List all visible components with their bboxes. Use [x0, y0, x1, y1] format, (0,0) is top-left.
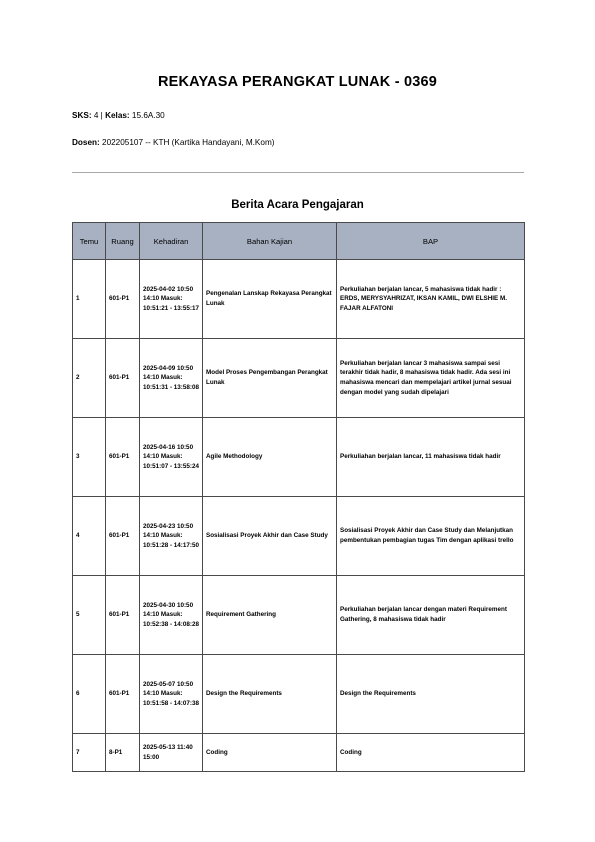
cell-temu: 3: [73, 418, 106, 497]
kelas-label: Kelas:: [105, 111, 130, 120]
course-meta: [72, 111, 165, 120]
cell-kehadiran: 2025-04-02 10:50 14:10 Masuk: 10:51:21 - 13:55:17: [140, 260, 203, 339]
cell-bap: Sosialisasi Proyek Akhir dan Case Study dan Melanjutkan pembentukan pembagian tugas Tim dengan aplikasi trello: [337, 497, 525, 576]
header-temu: Temu: [73, 223, 106, 260]
cell-temu: 6: [73, 655, 106, 734]
page-title: REKAYASA PERANGKAT LUNAK - 0369: [157, 74, 438, 90]
cell-bahan-kajian: Agile Methodology: [203, 418, 337, 497]
sks-label: SKS:: [72, 111, 92, 120]
cell-temu: 7: [73, 734, 106, 772]
header-ruang: Ruang: [106, 223, 140, 260]
cell-temu: 4: [73, 497, 106, 576]
cell-kehadiran: 2025-05-13 11:40 15:00: [140, 734, 203, 772]
cell-ruang: 601-P1: [106, 339, 140, 418]
cell-temu: 1: [73, 260, 106, 339]
cell-ruang: 601-P1: [106, 260, 140, 339]
header-bahan-kajian: Bahan Kajian: [203, 223, 337, 260]
cell-ruang: 601-P1: [106, 418, 140, 497]
cell-kehadiran: 2025-04-09 10:50 14:10 Masuk: 10:51:31 - 13:58:08: [140, 339, 203, 418]
cell-bap: Perkuliahan berjalan lancar dengan materi Requirement Gathering, 8 mahasiswa tidak hadir: [337, 576, 525, 655]
cell-temu: 2: [73, 339, 106, 418]
table-row: [73, 655, 525, 734]
cell-bahan-kajian: Coding: [203, 734, 337, 772]
cell-bap: Coding: [337, 734, 525, 772]
header-bap: BAP: [337, 223, 525, 260]
cell-temu: 5: [73, 576, 106, 655]
divider: [72, 172, 524, 173]
cell-bap: Perkuliahan berjalan lancar 3 mahasiswa sampai sesi terakhir tidak hadir, 8 mahasiswa tidak hadir. Ada sesi ini mahasiswa mencari dan mempelajari artikel jurnal sesuai dengan model yang sudah dipelajari: [337, 339, 525, 418]
dosen-label: Dosen:: [72, 138, 100, 147]
cell-kehadiran: 2025-04-30 10:50 14:10 Masuk: 10:52:38 - 14:08:28: [140, 576, 203, 655]
section-title: Berita Acara Pengajaran: [231, 199, 364, 211]
header-kehadiran: Kehadiran: [140, 223, 203, 260]
table-row: [73, 576, 525, 655]
cell-bahan-kajian: Sosialisasi Proyek Akhir dan Case Study: [203, 497, 337, 576]
cell-ruang: 601-P1: [106, 497, 140, 576]
cell-ruang: 601-P1: [106, 576, 140, 655]
table-header-row: [73, 223, 525, 260]
cell-kehadiran: 2025-05-07 10:50 14:10 Masuk: 10:51:58 - 14:07:38: [140, 655, 203, 734]
cell-bap: Perkuliahan berjalan lancar, 11 mahasiswa tidak hadir: [337, 418, 525, 497]
cell-kehadiran: 2025-04-23 10:50 14:10 Masuk: 10:51:28 - 14:17:50: [140, 497, 203, 576]
sks-value: 4 |: [91, 111, 106, 120]
cell-bahan-kajian: Model Proses Pengembangan Perangkat Lunak: [203, 339, 337, 418]
cell-bahan-kajian: Pengenalan Lanskap Rekayasa Perangkat Lunak: [203, 260, 337, 339]
dosen-value: 202205107 -- KTH (Kartika Handayani, M.Kom): [99, 138, 275, 147]
table-row: [73, 418, 525, 497]
cell-bahan-kajian: Design the Requirements: [203, 655, 337, 734]
table-row: [73, 260, 525, 339]
table-row: [73, 734, 525, 772]
lecturer-meta: [72, 138, 275, 147]
table-row: [73, 497, 525, 576]
cell-bap: Perkuliahan berjalan lancar, 5 mahasiswa tidak hadir : ERDS, MERYSYAHRIZAT, IKSAN KAMIL, DWI ELSHIE M. FAJAR ALFATONI: [337, 260, 525, 339]
table-row: [73, 339, 525, 418]
cell-ruang: 601-P1: [106, 655, 140, 734]
cell-bahan-kajian: Requirement Gathering: [203, 576, 337, 655]
cell-bap: Design the Requirements: [337, 655, 525, 734]
cell-ruang: 8-P1: [106, 734, 140, 772]
cell-kehadiran: 2025-04-16 10:50 14:10 Masuk: 10:51:07 - 13:55:24: [140, 418, 203, 497]
bap-table: [72, 222, 525, 772]
kelas-value: 15.6A.30: [129, 111, 165, 120]
